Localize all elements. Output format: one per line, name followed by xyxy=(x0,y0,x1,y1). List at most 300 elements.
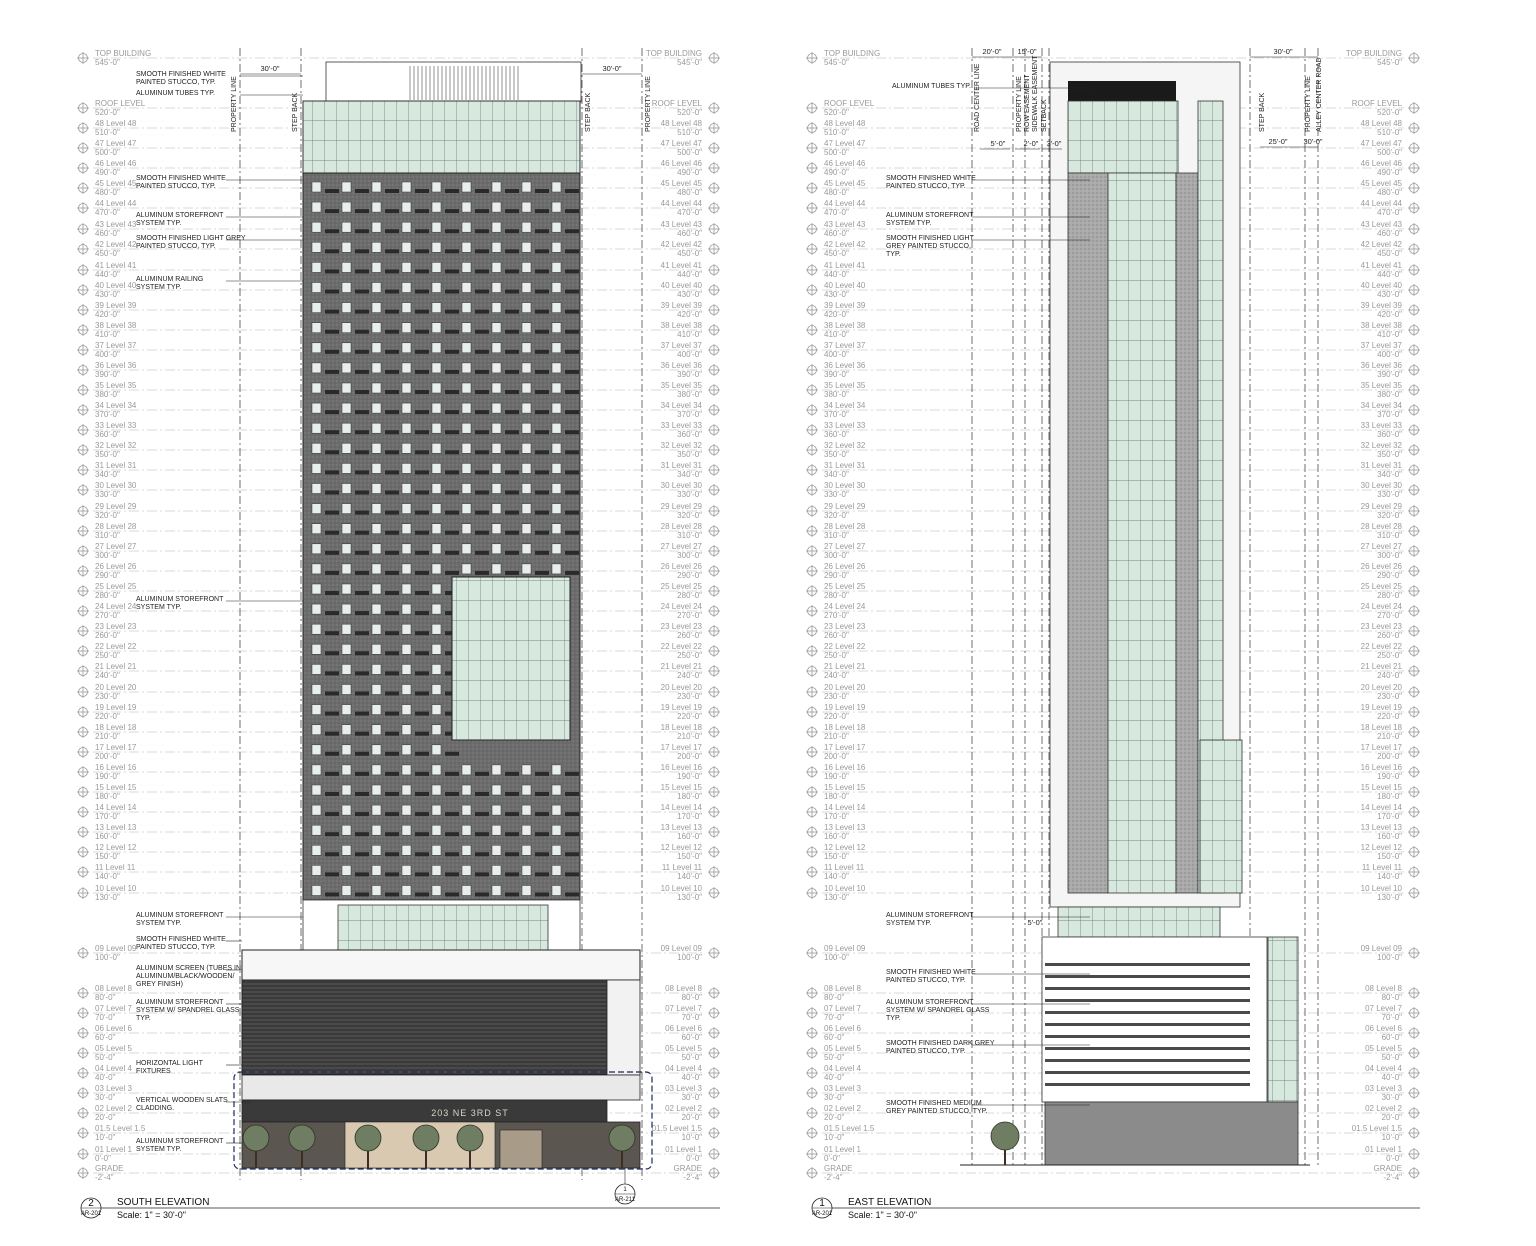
south-balcony-railing xyxy=(445,269,459,273)
south-window xyxy=(522,383,531,393)
south-podium-top xyxy=(242,950,640,980)
south-window xyxy=(342,825,351,835)
south-window xyxy=(372,544,381,554)
south-window xyxy=(312,443,321,453)
east-material-note: SMOOTH FINISHED WHITE xyxy=(886,969,976,976)
south-level-label-left: 21 Level 21 xyxy=(95,662,137,671)
south-balcony-railing xyxy=(385,450,399,454)
south-balcony-railing xyxy=(385,491,399,495)
south-balcony-railing xyxy=(355,189,369,193)
south-window xyxy=(552,845,561,855)
south-level-elev-left: 100'-0" xyxy=(95,953,120,962)
east-level-elev-left: 340'-0" xyxy=(824,470,849,479)
south-balcony-railing xyxy=(565,290,579,294)
east-level-label-right: ROOF LEVEL xyxy=(1351,99,1402,108)
east-level-elev-left: 130'-0" xyxy=(824,893,849,902)
south-balcony-railing xyxy=(505,450,519,454)
south-balcony-railing xyxy=(565,792,579,796)
south-balcony-railing xyxy=(415,692,429,696)
south-level-label-right: 36 Level 36 xyxy=(660,361,702,370)
east-level-label-right: 48 Level 48 xyxy=(1360,119,1402,128)
south-balcony-railing xyxy=(535,209,549,213)
south-level-label-right: 05 Level 5 xyxy=(665,1044,702,1053)
south-level-label-right: 28 Level 28 xyxy=(660,522,702,531)
south-level-elev-left: 490'-0" xyxy=(95,168,120,177)
south-window xyxy=(402,182,411,192)
south-window xyxy=(312,383,321,393)
east-level-label-left: 32 Level 32 xyxy=(824,441,866,450)
south-window xyxy=(492,825,501,835)
south-material-note: PAINTED STUCCO, TYP. xyxy=(136,79,216,86)
south-level-label-right: 48 Level 48 xyxy=(660,119,702,128)
east-level-label-right: 03 Level 3 xyxy=(1365,1084,1402,1093)
south-window xyxy=(462,524,471,534)
east-spandrel-band xyxy=(1045,975,1250,978)
south-level-elev-left: 0'-0" xyxy=(95,1154,111,1163)
south-balcony-railing xyxy=(385,852,399,856)
south-window xyxy=(372,283,381,293)
south-window xyxy=(402,484,411,494)
south-balcony-railing xyxy=(325,772,339,776)
east-view-title: EAST ELEVATION xyxy=(848,1197,932,1208)
south-balcony-railing xyxy=(505,269,519,273)
south-window xyxy=(372,524,381,534)
south-balcony-railing xyxy=(445,390,459,394)
south-level-elev-right: 80'-0" xyxy=(681,993,702,1002)
south-balcony-railing xyxy=(355,772,369,776)
south-window xyxy=(342,504,351,514)
south-level-elev-right: 290'-0" xyxy=(677,571,702,580)
south-level-label-left: 25 Level 25 xyxy=(95,582,137,591)
south-balcony-railing xyxy=(445,852,459,856)
south-vertical-label: PROPERTY LINE xyxy=(231,76,238,132)
south-level-elev-left: 20'-0" xyxy=(95,1113,116,1122)
east-level-label-left: 01 Level 1 xyxy=(824,1145,861,1154)
east-level-elev-right: 80'-0" xyxy=(1381,993,1402,1002)
east-level-elev-left: -2'-4" xyxy=(824,1173,843,1182)
south-material-note: ALUMINUM TUBES TYP. xyxy=(136,90,215,97)
south-level-elev-left: 220'-0" xyxy=(95,712,120,721)
east-level-label-right: 24 Level 24 xyxy=(1360,602,1402,611)
east-level-elev-right: 360'-0" xyxy=(1377,430,1402,439)
south-window xyxy=(552,222,561,232)
south-balcony-railing xyxy=(415,229,429,233)
south-window xyxy=(312,343,321,353)
east-level-elev-left: 70'-0" xyxy=(824,1013,845,1022)
south-balcony-railing xyxy=(475,450,489,454)
south-window xyxy=(312,544,321,554)
south-material-note: HORIZONTAL LIGHT xyxy=(136,1060,203,1067)
south-balcony-railing xyxy=(385,370,399,374)
east-level-elev-right: 130'-0" xyxy=(1377,893,1402,902)
south-level-label-left: 04 Level 4 xyxy=(95,1064,132,1073)
south-window xyxy=(462,564,471,574)
south-balcony-railing xyxy=(565,551,579,555)
south-level-elev-right: 60'-0" xyxy=(681,1033,702,1042)
south-window xyxy=(432,785,441,795)
east-level-elev-right: 140'-0" xyxy=(1377,872,1402,881)
east-level-elev-left: 240'-0" xyxy=(824,671,849,680)
east-sheet-ref: AR-201 xyxy=(811,1211,833,1217)
south-window xyxy=(372,705,381,715)
south-level-elev-right: 490'-0" xyxy=(677,168,702,177)
south-level-elev-left: -2'-4" xyxy=(95,1173,114,1182)
south-window xyxy=(342,343,351,353)
east-material-note: ALUMINUM STOREFRONT xyxy=(886,912,974,919)
south-wood-slats xyxy=(242,1100,607,1122)
east-vertical-label: ROW EASEMENT xyxy=(1024,74,1031,132)
south-level-label-right: 16 Level 16 xyxy=(660,763,702,772)
south-balcony-railing xyxy=(325,310,339,314)
east-level-elev-right: 290'-0" xyxy=(1377,571,1402,580)
south-window xyxy=(312,644,321,654)
south-window xyxy=(522,544,531,554)
south-balcony-railing xyxy=(475,330,489,334)
south-window xyxy=(372,865,381,875)
south-level-label-left: 22 Level 22 xyxy=(95,642,137,651)
south-window xyxy=(492,805,501,815)
south-balcony-railing xyxy=(565,189,579,193)
east-spandrel-band xyxy=(1045,1023,1250,1026)
east-podium-glazing xyxy=(1268,937,1298,1102)
south-level-label-right: 17 Level 17 xyxy=(660,743,702,752)
east-level-elev-left: 510'-0" xyxy=(824,128,849,137)
south-window xyxy=(432,202,441,212)
south-window xyxy=(432,524,441,534)
east-level-label-right: 08 Level 8 xyxy=(1365,984,1402,993)
south-window xyxy=(372,886,381,896)
south-balcony-railing xyxy=(505,229,519,233)
east-level-elev-right: 440'-0" xyxy=(1377,270,1402,279)
south-balcony-railing xyxy=(385,893,399,897)
east-level-label-left: 01.5 Level 1.5 xyxy=(824,1124,875,1133)
south-balcony-railing xyxy=(535,330,549,334)
south-window xyxy=(522,363,531,373)
south-material-note: SMOOTH FINISHED WHITE xyxy=(136,175,226,182)
east-level-elev-left: 420'-0" xyxy=(824,310,849,319)
east-level-label-left: 48 Level 48 xyxy=(824,119,866,128)
south-material-note: ALUMINUM/BLACK/WOODEN/ xyxy=(136,973,235,980)
south-balcony-railing xyxy=(415,390,429,394)
south-level-label-right: 14 Level 14 xyxy=(660,803,702,812)
south-balcony-railing xyxy=(535,551,549,555)
east-level-label-right: 20 Level 20 xyxy=(1360,683,1402,692)
south-balcony-railing xyxy=(475,832,489,836)
east-level-elev-left: 310'-0" xyxy=(824,531,849,540)
east-level-label-right: 22 Level 22 xyxy=(1360,642,1402,651)
south-balcony-railing xyxy=(535,571,549,575)
east-level-label-right: 07 Level 7 xyxy=(1365,1004,1402,1013)
south-window xyxy=(402,524,411,534)
east-level-elev-right: 200'-0" xyxy=(1377,752,1402,761)
south-window xyxy=(492,886,501,896)
south-balcony-railing xyxy=(475,893,489,897)
south-window xyxy=(432,262,441,272)
south-window xyxy=(492,443,501,453)
south-balcony-railing xyxy=(475,249,489,253)
south-vertical-label: STEP BACK xyxy=(585,92,592,132)
south-level-label-left: 05 Level 5 xyxy=(95,1044,132,1053)
east-level-elev-right: 190'-0" xyxy=(1377,772,1402,781)
south-level-label-left: 18 Level 18 xyxy=(95,723,137,732)
south-level-label-left: 07 Level 7 xyxy=(95,1004,132,1013)
south-window xyxy=(402,463,411,473)
east-level-elev-right: 510'-0" xyxy=(1377,128,1402,137)
south-balcony-railing xyxy=(325,651,339,655)
east-level-label-left: 24 Level 24 xyxy=(824,602,866,611)
east-level-label-left: 19 Level 19 xyxy=(824,703,866,712)
south-balcony-railing xyxy=(535,792,549,796)
south-level-label-right: 33 Level 33 xyxy=(660,421,702,430)
south-material-note: ALUMINUM STOREFRONT xyxy=(136,1138,224,1145)
south-window xyxy=(522,524,531,534)
south-balcony-railing xyxy=(505,209,519,213)
south-window xyxy=(522,182,531,192)
south-balcony-railing xyxy=(385,752,399,756)
south-balcony-railing xyxy=(325,189,339,193)
south-balcony-railing xyxy=(565,390,579,394)
south-material-note: FIXTURES xyxy=(136,1068,171,1075)
south-balcony-railing xyxy=(385,511,399,515)
south-balcony-railing xyxy=(565,812,579,816)
south-balcony-railing xyxy=(445,752,459,756)
south-balcony-railing xyxy=(505,330,519,334)
south-balcony-railing xyxy=(325,450,339,454)
south-window xyxy=(372,604,381,614)
east-spandrel-band xyxy=(1045,1047,1250,1050)
south-level-elev-right: 270'-0" xyxy=(677,611,702,620)
south-balcony-railing xyxy=(385,390,399,394)
south-window xyxy=(312,363,321,373)
east-material-note: SMOOTH FINISHED WHITE xyxy=(886,175,976,182)
south-balcony-railing xyxy=(565,310,579,314)
south-window xyxy=(372,403,381,413)
east-level-elev-right: 500'-0" xyxy=(1377,148,1402,157)
south-level-label-left: 43 Level 43 xyxy=(95,220,137,229)
south-balcony-railing xyxy=(325,712,339,716)
south-balcony-railing xyxy=(505,571,519,575)
tree-canopy xyxy=(991,1122,1019,1150)
south-window xyxy=(312,303,321,313)
south-window xyxy=(552,363,561,373)
south-balcony-railing xyxy=(385,651,399,655)
south-level-label-left: GRADE xyxy=(95,1164,124,1173)
south-balcony-railing xyxy=(565,430,579,434)
east-level-elev-left: 260'-0" xyxy=(824,631,849,640)
east-level-elev-left: 230'-0" xyxy=(824,692,849,701)
south-balcony-railing xyxy=(325,551,339,555)
east-level-label-right: 42 Level 42 xyxy=(1360,240,1402,249)
south-window xyxy=(342,383,351,393)
east-level-elev-left: 430'-0" xyxy=(824,290,849,299)
south-material-note: ALUMINUM RAILING xyxy=(136,276,204,283)
south-window xyxy=(342,805,351,815)
south-balcony-railing xyxy=(475,571,489,575)
east-level-elev-left: 350'-0" xyxy=(824,450,849,459)
south-window xyxy=(372,323,381,333)
south-balcony-railing xyxy=(415,531,429,535)
east-vertical-label: ROAD CENTER LINE xyxy=(974,63,981,132)
south-balcony-railing xyxy=(565,370,579,374)
south-window xyxy=(432,644,441,654)
east-level-label-left: 14 Level 14 xyxy=(824,803,866,812)
south-window xyxy=(402,785,411,795)
east-podium xyxy=(1042,937,1267,1102)
south-level-label-left: 32 Level 32 xyxy=(95,441,137,450)
south-level-elev-right: 350'-0" xyxy=(677,450,702,459)
east-level-elev-left: 390'-0" xyxy=(824,370,849,379)
south-window xyxy=(552,484,561,494)
south-window xyxy=(462,544,471,554)
east-level-elev-right: 210'-0" xyxy=(1377,732,1402,741)
south-window xyxy=(462,363,471,373)
south-material-note: ALUMINUM SCREEN (TUBES IN xyxy=(136,965,242,972)
south-window xyxy=(342,443,351,453)
south-balcony-railing xyxy=(415,470,429,474)
south-window xyxy=(312,463,321,473)
south-window xyxy=(312,725,321,735)
south-level-label-right: 12 Level 12 xyxy=(660,843,702,852)
south-window xyxy=(342,705,351,715)
south-balcony-railing xyxy=(415,249,429,253)
east-level-label-left: 38 Level 38 xyxy=(824,321,866,330)
south-level-elev-right: 180'-0" xyxy=(677,792,702,801)
east-level-elev-right: 100'-0" xyxy=(1377,953,1402,962)
east-level-elev-right: 430'-0" xyxy=(1377,290,1402,299)
south-window xyxy=(372,765,381,775)
east-spandrel-band xyxy=(1045,1083,1250,1086)
tree-canopy xyxy=(243,1125,269,1151)
south-level-elev-right: 390'-0" xyxy=(677,370,702,379)
south-window xyxy=(372,182,381,192)
south-window xyxy=(342,202,351,212)
south-level-elev-right: 410'-0" xyxy=(677,330,702,339)
south-level-label-right: 31 Level 31 xyxy=(660,461,702,470)
south-window xyxy=(312,745,321,755)
south-balcony-railing xyxy=(565,410,579,414)
south-level-label-left: 03 Level 3 xyxy=(95,1084,132,1093)
south-window xyxy=(312,403,321,413)
south-window xyxy=(432,845,441,855)
south-balcony-railing xyxy=(385,189,399,193)
east-level-elev-right: 160'-0" xyxy=(1377,832,1402,841)
east-level-label-right: 11 Level 11 xyxy=(1361,863,1402,872)
tree-canopy xyxy=(289,1125,315,1151)
south-view-title: SOUTH ELEVATION xyxy=(117,1197,210,1208)
south-balcony-railing xyxy=(445,310,459,314)
south-material-note: SMOOTH FINISHED WHITE xyxy=(136,71,226,78)
east-level-elev-right: 545'-0" xyxy=(1377,58,1402,67)
south-window xyxy=(372,423,381,433)
south-entry-door xyxy=(500,1130,542,1168)
south-window xyxy=(522,242,531,252)
south-window xyxy=(432,504,441,514)
south-level-label-left: 42 Level 42 xyxy=(95,240,137,249)
south-balcony-railing xyxy=(475,470,489,474)
south-level-elev-right: 340'-0" xyxy=(677,470,702,479)
south-level-label-right: 46 Level 46 xyxy=(660,159,702,168)
south-window xyxy=(342,262,351,272)
south-level-label-left: 27 Level 27 xyxy=(95,542,137,551)
south-level-elev-left: 440'-0" xyxy=(95,270,120,279)
east-level-elev-right: 220'-0" xyxy=(1377,712,1402,721)
east-dimension: 15'-0" xyxy=(1017,47,1037,56)
south-balcony-railing xyxy=(385,832,399,836)
south-window xyxy=(402,644,411,654)
south-window xyxy=(522,886,531,896)
south-window xyxy=(492,222,501,232)
south-window xyxy=(372,644,381,654)
east-level-elev-left: 480'-0" xyxy=(824,188,849,197)
south-window xyxy=(462,765,471,775)
east-level-label-left: 26 Level 26 xyxy=(824,562,866,571)
south-window xyxy=(462,242,471,252)
south-balcony-railing xyxy=(475,872,489,876)
south-window xyxy=(432,685,441,695)
east-material-note: SMOOTH FINISHED LIGHT xyxy=(886,235,974,242)
south-balcony-railing xyxy=(505,310,519,314)
south-level-elev-left: 130'-0" xyxy=(95,893,120,902)
south-window xyxy=(372,484,381,494)
east-level-label-right: 41 Level 41 xyxy=(1360,261,1402,270)
south-window xyxy=(312,785,321,795)
south-dimension: 30'-0" xyxy=(260,64,280,73)
east-level-label-right: 25 Level 25 xyxy=(1360,582,1402,591)
south-balcony-railing xyxy=(535,189,549,193)
south-level-label-right: 47 Level 47 xyxy=(660,139,702,148)
south-balcony-railing xyxy=(505,772,519,776)
east-level-label-right: 04 Level 4 xyxy=(1365,1064,1402,1073)
east-level-label-right: 09 Level 09 xyxy=(1360,944,1402,953)
east-vertical-label: PROPERTY LINE xyxy=(1016,76,1023,132)
east-level-label-right: 29 Level 29 xyxy=(1360,502,1402,511)
south-window xyxy=(552,865,561,875)
south-level-elev-left: 310'-0" xyxy=(95,531,120,540)
south-level-elev-left: 50'-0" xyxy=(95,1053,116,1062)
south-balcony-railing xyxy=(325,491,339,495)
south-level-elev-right: 420'-0" xyxy=(677,310,702,319)
east-spandrel-band xyxy=(1045,1035,1250,1038)
south-level-label-left: 02 Level 2 xyxy=(95,1104,132,1113)
south-level-elev-right: 260'-0" xyxy=(677,631,702,640)
south-window xyxy=(402,865,411,875)
south-balcony-railing xyxy=(355,651,369,655)
south-balcony-railing xyxy=(355,310,369,314)
south-balcony-railing xyxy=(355,410,369,414)
south-window xyxy=(312,705,321,715)
south-level-elev-right: 140'-0" xyxy=(677,872,702,881)
south-level-label-left: 31 Level 31 xyxy=(95,461,137,470)
south-window xyxy=(342,544,351,554)
east-level-label-right: 16 Level 16 xyxy=(1360,763,1402,772)
south-level-label-left: 08 Level 8 xyxy=(95,984,132,993)
east-level-label-left: 12 Level 12 xyxy=(824,843,866,852)
south-window xyxy=(522,845,531,855)
south-material-note: ALUMINUM STOREFRONT xyxy=(136,999,224,1006)
south-balcony-railing xyxy=(325,671,339,675)
south-level-elev-right: 70'-0" xyxy=(681,1013,702,1022)
south-level-elev-left: 470'-0" xyxy=(95,208,120,217)
south-level-elev-right: 220'-0" xyxy=(677,712,702,721)
east-spandrel-band xyxy=(1045,999,1250,1002)
south-balcony-railing xyxy=(415,812,429,816)
east-material-note: SYSTEM TYP. xyxy=(886,220,932,227)
east-level-elev-right: 490'-0" xyxy=(1377,168,1402,177)
east-material-note: GREY PAINTED STUCCO, TYP. xyxy=(886,1108,988,1115)
south-material-note: TYP. xyxy=(136,1015,151,1022)
south-balcony-railing xyxy=(535,893,549,897)
south-material-note: GREY FINISH) xyxy=(136,981,183,988)
